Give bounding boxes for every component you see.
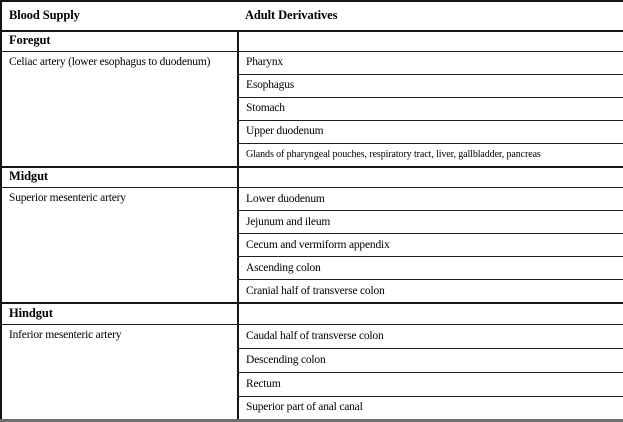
derivative-cell: Esophagus <box>238 74 623 97</box>
derivative-cell: Cranial half of transverse colon <box>238 280 623 303</box>
section-header-midgut: Midgut <box>1 167 238 188</box>
derivative-cell: Glands of pharyngeal pouches, respiratory tract, liver, gallbladder, pancreas <box>238 143 623 166</box>
derivative-cell: Superior part of anal canal <box>238 396 623 420</box>
column-header-adult-derivatives: Adult Derivatives <box>238 1 623 31</box>
section-empty-cell <box>238 303 623 324</box>
table-row <box>1 51 623 74</box>
table-row <box>1 188 623 211</box>
derivative-cell: Upper duodenum <box>238 120 623 143</box>
table-row <box>1 324 623 348</box>
derivative-cell: Pharynx <box>238 51 623 74</box>
artery-cell-celiac: Celiac artery (lower esophagus to duodenum) <box>1 51 238 166</box>
section-empty-cell <box>238 31 623 51</box>
derivative-cell: Descending colon <box>238 348 623 372</box>
artery-cell-superior-mesenteric: Superior mesenteric artery <box>1 188 238 303</box>
table-header-row <box>1 1 623 31</box>
derivative-cell: Ascending colon <box>238 257 623 280</box>
derivative-cell: Jejunum and ileum <box>238 211 623 234</box>
derivative-cell: Cecum and vermiform appendix <box>238 234 623 257</box>
section-row-foregut <box>1 31 623 51</box>
derivative-cell: Stomach <box>238 97 623 120</box>
section-header-foregut: Foregut <box>1 31 238 51</box>
derivative-cell: Lower duodenum <box>238 188 623 211</box>
artery-cell-inferior-mesenteric: Inferior mesenteric artery <box>1 324 238 420</box>
derivative-cell: Caudal half of transverse colon <box>238 324 623 348</box>
column-header-blood-supply: Blood Supply <box>1 1 238 31</box>
section-empty-cell <box>238 167 623 188</box>
derivative-cell: Rectum <box>238 372 623 396</box>
section-row-hindgut <box>1 303 623 324</box>
section-header-hindgut: Hindgut <box>1 303 238 324</box>
section-row-midgut <box>1 167 623 188</box>
